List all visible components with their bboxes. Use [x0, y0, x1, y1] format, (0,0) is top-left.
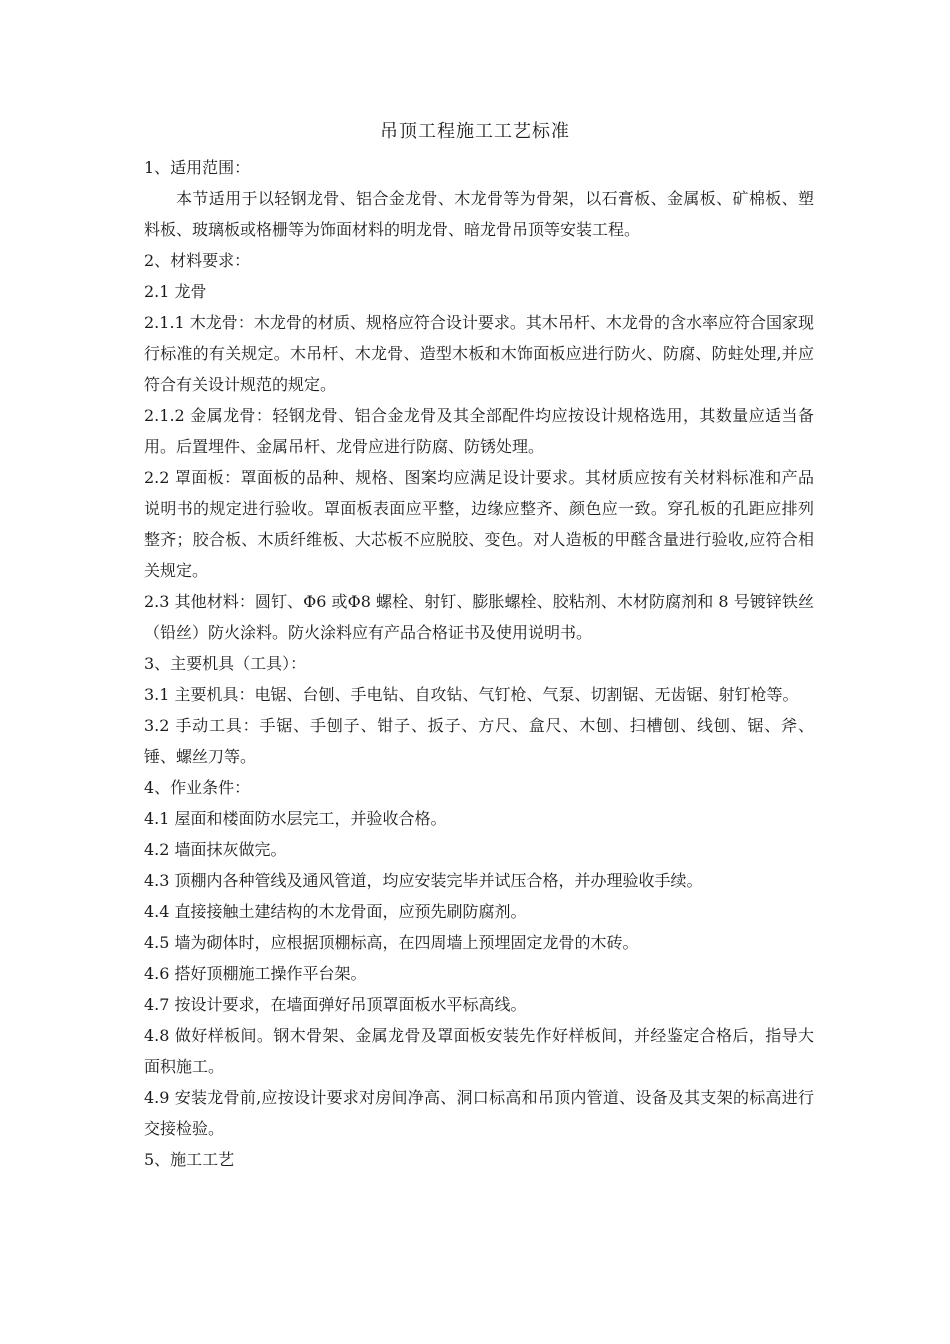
paragraph-wood-keel: 2.1.1 木龙骨：木龙骨的材质、规格应符合设计要求。其木吊杆、木龙骨的含水率应符合国家现行标准的有关规定。木吊杆、木龙骨、造型木板和木饰面板应进行防火、防腐、防蛀处理,并应符合有关设计规范的规定。: [144, 313, 814, 394]
paragraph-scope: 本节适用于以轻钢龙骨、铝合金龙骨、木龙骨等为骨架，以石膏板、金属板、矿棉板、塑料板、玻璃板或格栅等为饰面材料的明龙骨、暗龙骨吊顶等安装工程。: [144, 189, 814, 239]
paragraph-main-machines: 3.1 主要机具：电锯、台刨、手电钻、自攻钻、气钉枪、气泵、切割锯、无齿锯、射钉枪等。: [144, 685, 799, 704]
list-item: 4.7 按设计要求，在墙面弹好吊顶罩面板水平标高线。: [144, 995, 527, 1014]
paragraph-cover-panel: 2.2 罩面板：罩面板的品种、规格、图案均应满足设计要求。其材质应按有关材料标准和产品说明书的规定进行验收。罩面板表面应平整，边缘应整齐、颜色应一致。穿孔板的孔距应排列整齐；胶合板、木质纤维板、大芯板不应脱胶、变色。对人造板的甲醛含量进行验收,应符合相关规定。: [144, 468, 814, 580]
list-item: 4.2 墙面抹灰做完。: [144, 840, 287, 859]
section-heading-conditions: 4、作业条件：: [144, 778, 251, 797]
document-title: 吊顶工程施工工艺标准: [380, 121, 570, 142]
paragraph-other-materials: 2.3 其他材料：圆钉、Φ6 或Φ8 螺栓、射钉、膨胀螺栓、胶粘剂、木材防腐剂和 8 号镀锌铁丝（铅丝）防火涂料。防火涂料应有产品合格证书及使用说明书。: [144, 592, 814, 642]
list-item: 4.4 直接接触土建结构的木龙骨面，应预先刷防腐剂。: [144, 902, 527, 921]
section-heading-process: 5、施工工艺: [144, 1150, 235, 1169]
section-heading-materials: 2、材料要求：: [144, 251, 251, 270]
list-item: 4.9 安装龙骨前,应按设计要求对房间净高、洞口标高和吊顶内管道、设备及其支架的标高进行交接检验。: [144, 1088, 814, 1138]
paragraph-hand-tools: 3.2 手动工具：手锯、手刨子、钳子、扳子、方尺、盒尺、木刨、扫槽刨、线刨、锯、斧、锤、螺丝刀等。: [144, 716, 814, 766]
document-body: [144, 152, 814, 1175]
list-item: 4.5 墙为砌体时，应根据顶棚标高，在四周墙上预埋固定龙骨的木砖。: [144, 933, 639, 952]
list-item: 4.1 屋面和楼面防水层完工，并验收合格。: [144, 809, 447, 828]
section-heading-tools: 3、主要机具（工具）：: [144, 654, 307, 673]
list-item: 4.6 搭好顶棚施工操作平台架。: [144, 964, 367, 983]
list-item: 4.8 做好样板间。钢木骨架、金属龙骨及罩面板安装先作好样板间，并经鉴定合格后，指导大面积施工。: [144, 1026, 814, 1076]
list-item: 4.3 顶棚内各种管线及通风管道，均应安装完毕并试压合格，并办理验收手续。: [144, 871, 703, 890]
section-heading-scope: 1、适用范围：: [144, 158, 251, 177]
paragraph-metal-keel: 2.1.2 金属龙骨：轻钢龙骨、铝合金龙骨及其全部配件均应按设计规格选用，其数量应适当备用。后置埋件、金属吊杆、龙骨应进行防腐、防锈处理。: [144, 406, 814, 456]
subsection-keel: 2.1 龙骨: [144, 282, 207, 301]
